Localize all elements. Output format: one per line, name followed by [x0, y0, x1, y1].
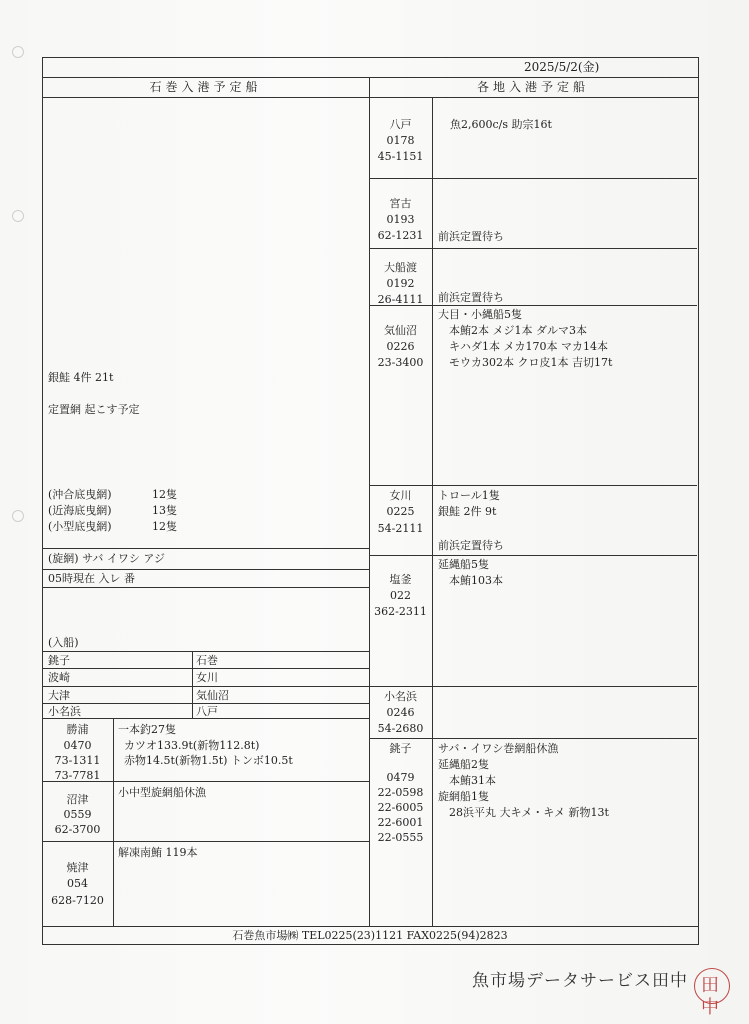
port-tel: 0470 — [63, 739, 92, 752]
arrival-port: 石巻 — [196, 654, 218, 667]
stamp-text: 田中 — [701, 975, 719, 1018]
arrival-port: 大津 — [48, 689, 70, 702]
signature: 魚市場データサービス田中 — [472, 971, 688, 991]
arrival-port: 気仙沼 — [196, 689, 229, 702]
region-tel: 22-0598 — [377, 786, 424, 799]
port-report-line: カツオ133.9t(新物112.8t) — [124, 739, 260, 752]
trawl-name: (沖合底曳網) — [48, 488, 112, 501]
region-tel: 0225 — [386, 505, 415, 518]
region-report-line: 延縄船2隻 — [438, 758, 489, 771]
arrival-port: 波崎 — [48, 671, 70, 684]
port-report-line: 解凍南鮪 119本 — [118, 846, 198, 859]
date-divider — [42, 77, 698, 78]
region-tel: 26-4111 — [377, 293, 424, 306]
port-tel: 73-1311 — [54, 754, 101, 767]
arrival-label: (入船) — [48, 636, 79, 649]
left-divider — [42, 686, 369, 687]
punch-hole — [12, 46, 24, 58]
region-report-line: キハダ1本 メカ170本 マカ14本 — [449, 340, 608, 353]
region-divider — [369, 555, 697, 556]
region-name: 宮古 — [389, 197, 412, 210]
personal-seal-stamp — [694, 968, 730, 1018]
punch-hole — [12, 510, 24, 522]
region-report-line: 本鮪103本 — [449, 574, 503, 587]
region-tel: 22-6005 — [377, 801, 424, 814]
region-divider — [369, 485, 697, 486]
region-tel: 0246 — [386, 706, 415, 719]
right-column-header: 各地入港予定船 — [476, 80, 589, 94]
region-report-line: 本鮪2本 メジ1本 ダルマ3本 — [449, 324, 587, 337]
footer-divider — [42, 926, 698, 927]
region-divider — [369, 686, 697, 687]
region-report-line: 魚2,600c/s 助宗16t — [450, 118, 552, 131]
left-divider — [42, 548, 369, 549]
port-list-divider — [192, 651, 193, 718]
region-tel: 54-2111 — [377, 522, 424, 535]
port-tel: 73-7781 — [54, 769, 101, 782]
region-tel: 62-1231 — [377, 229, 424, 242]
port-name: 焼津 — [66, 861, 89, 874]
arrival-port: 女川 — [196, 671, 218, 684]
arrival-port: 八戸 — [196, 705, 218, 718]
region-tel: 45-1151 — [377, 150, 424, 163]
port-name: 沼津 — [66, 793, 89, 806]
port-name: 勝浦 — [66, 723, 89, 736]
ishinomaki-catch-line: 銀鮭 4件 21t — [48, 371, 114, 384]
region-tel: 23-3400 — [377, 356, 424, 369]
region-tel: 22-6001 — [377, 816, 424, 829]
port-report-line: 一本釣27隻 — [118, 723, 176, 736]
region-name: 大船渡 — [384, 261, 417, 274]
region-tel: 0226 — [386, 340, 415, 353]
region-tel: 0479 — [386, 771, 415, 784]
region-report-line: 延縄船5隻 — [438, 558, 489, 571]
region-divider — [369, 248, 697, 249]
trawl-name: (近海底曳網) — [48, 504, 112, 517]
arrival-port: 小名浜 — [48, 705, 81, 718]
left-column-header: 石巻入港予定船 — [149, 80, 262, 94]
ishinomaki-setnet-line: 定置網 起こす予定 — [48, 403, 140, 416]
region-name: 小名浜 — [384, 690, 417, 703]
trawl-count: 12隻 — [152, 488, 177, 501]
region-name: 銚子 — [389, 742, 412, 755]
region-report-line: 前浜定置待ち — [438, 291, 504, 304]
purse-seine-line: (旋網) サバ イワシ アジ — [48, 552, 165, 565]
footer-contact: 石巻魚市場㈱ TEL0225(23)1121 FAX0225(94)2823 — [232, 929, 508, 942]
region-tel: 0192 — [386, 277, 415, 290]
port-report-line: 小中型旋網船休漁 — [118, 786, 206, 799]
region-divider — [369, 738, 697, 739]
punch-hole — [12, 210, 24, 222]
region-divider — [369, 178, 697, 179]
region-name: 気仙沼 — [384, 324, 417, 337]
port-report-line: 赤物14.5t(新物1.5t) トンボ10.5t — [124, 754, 293, 767]
region-report-line: 前浜定置待ち — [438, 230, 504, 243]
region-report-line: 28浜平丸 大キメ・キメ 新物13t — [449, 806, 609, 819]
header-divider — [42, 97, 698, 98]
region-tel: 54-2680 — [377, 722, 424, 735]
region-name: 八戸 — [389, 118, 412, 131]
region-report-line: 本鮪31本 — [449, 774, 496, 787]
left-divider — [42, 569, 369, 570]
region-report-line: 大目・小縄船5隻 — [438, 308, 522, 321]
region-tel: 0193 — [386, 213, 415, 226]
left-divider — [42, 668, 369, 669]
region-name-divider — [432, 97, 433, 926]
port-tel: 054 — [67, 877, 88, 890]
left-divider — [42, 841, 369, 842]
region-report-line: 前浜定置待ち — [438, 539, 504, 552]
region-tel: 022 — [390, 589, 411, 602]
lower-port-divider — [113, 718, 114, 926]
port-tel: 628-7120 — [51, 894, 104, 907]
region-tel: 22-0555 — [377, 831, 424, 844]
region-report-line: トロール1隻 — [438, 489, 500, 502]
as-of-line: 05時現在 入レ 番 — [48, 572, 135, 585]
region-name: 塩釜 — [389, 573, 412, 586]
left-divider — [42, 651, 369, 652]
region-name: 女川 — [389, 489, 412, 502]
trawl-count: 12隻 — [152, 520, 177, 533]
trawl-count: 13隻 — [152, 504, 177, 517]
arrival-port: 銚子 — [48, 654, 70, 667]
region-report-line: 旋網船1隻 — [438, 790, 489, 803]
region-tel: 362-2311 — [374, 605, 427, 618]
report-date: 2025/5/2(金) — [524, 60, 600, 74]
region-report-line: 銀鮭 2件 9t — [438, 505, 497, 518]
region-report-line: モウカ302本 クロ皮1本 吉切17t — [449, 356, 613, 369]
region-tel: 0178 — [386, 134, 415, 147]
port-tel: 62-3700 — [54, 823, 101, 836]
port-tel: 0559 — [63, 808, 92, 821]
left-divider — [42, 587, 369, 588]
trawl-name: (小型底曳網) — [48, 520, 112, 533]
region-report-line: サバ・イワシ巻網船休漁 — [438, 742, 559, 755]
